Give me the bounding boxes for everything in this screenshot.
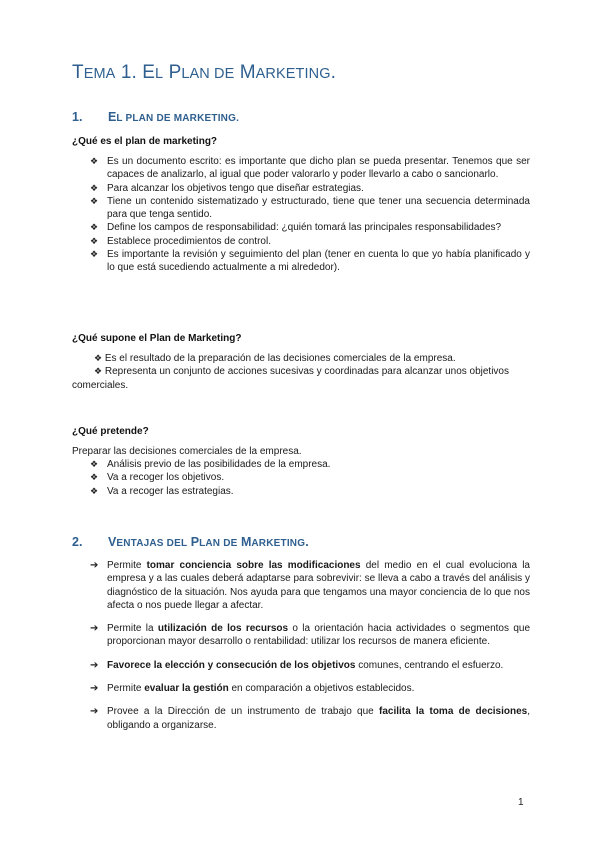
section-number: 2. [72,535,83,549]
text-run: Permite [107,560,147,571]
list-item [90,235,530,248]
title-part: LAN DE [181,66,235,82]
arrow-bullet-icon: ➔ [90,683,99,695]
section-title-part: ARKETING [251,538,306,549]
diamond-bullet-icon: ❖ [94,353,103,363]
list-item-text: Establece procedimientos de control. [107,235,271,247]
text-run: Permite [107,683,145,695]
arrow-bullet-icon: ➔ [90,659,99,671]
arrow-bullet-icon: ➔ [90,706,99,718]
list-item-text: Va a recoger las estrategias. [107,485,234,497]
bold-text-run: evaluar la gestión [144,683,229,695]
page-number: 1 [518,797,524,808]
diamond-bullet-icon: ❖ [90,156,99,166]
paragraph-line [72,365,530,392]
diamond-bullet-icon: ❖ [90,459,99,469]
title-part: M [234,62,256,83]
intro-text: Preparar las decisiones comerciales de la empresa. [72,446,302,457]
list-item [90,622,530,649]
title-part: L [155,66,164,82]
section-title-part: E [108,110,117,124]
title-part: ARKETING [255,66,331,82]
text-run: Permite la [107,623,158,635]
section-title-part: M [237,535,252,549]
list-item-text: Para alcanzar los objetivos tengo que diseñar estrategias. [107,182,364,194]
paragraph-text: Es el resultado de la preparación de las decisiones comerciales de la empresa. [104,353,456,364]
diamond-bullet-icon: ❖ [90,235,99,246]
diamond-bullet-icon: ❖ [90,472,99,483]
bold-text-run: Favorece la elección y consecución de los objetivos [107,659,356,671]
list-item [90,221,530,234]
list-item [90,182,530,195]
section-heading-2 [72,535,309,549]
list-item [90,471,530,484]
title-part: 1. E [115,62,156,83]
bullet-list-definition [90,155,530,275]
title-part: P [163,62,182,83]
arrow-list-advantages [90,559,530,742]
paragraph-text: Representa un conjunto de acciones sucesivas y coordinadas para alcanzar unos objetivos comerciales. [72,366,509,391]
text-run: Provee a la Dirección de un instrumento de trabajo que [107,706,379,718]
page-title [72,62,336,84]
list-item-text: Es importante la revisión y seguimiento del plan (tener en cuenta lo que yo había planificado y lo que está sucediendo actualmente a mi alrededor). [107,249,530,274]
section-title-part: . [305,535,309,549]
diamond-bullet-icon: ❖ [90,485,99,496]
diamond-bullet-icon: ❖ [90,195,99,206]
text-run: del medio en el cual evoluciona la empresa y a las cuales deberá adaptarse para sobrevivir: se lleva a cabo a través del análisis y diagnóstico de la situación. Nos ayuda para que tengamos una mayor conciencia de lo que nos afecta o nos puede llegar a afectar. [107,560,530,611]
arrow-bullet-icon: ➔ [90,623,99,635]
list-item-text: Tiene un contenido sistematizado y estructurado, tiene que tener una secuencia determinada para que tenga sentido. [107,195,530,221]
paragraph-supone [72,352,530,392]
list-item-text: Va a recoger los objetivos. [107,472,225,484]
bold-text-run: utilización de los recursos [157,623,289,635]
section-title-part: P [187,535,200,549]
section-title-part: V [108,535,117,549]
diamond-bullet-icon: ❖ [90,249,99,260]
list-item [90,458,530,471]
section-title-part: LAN DE [199,538,238,549]
bold-text-run: tomar conciencia sobre las modificaciones [146,560,361,571]
title-part: T [72,62,84,83]
question-heading: ¿Qué pretende? [72,426,149,437]
list-item-text: Es un documento escrito: es importante que dicho plan se pueda presentar. Tenemos que ser capaces de analizarlo, al igual que poder valorarlo y poder llevarlo a cabo o sancionarlo. [107,156,530,181]
title-part: EMA [83,66,116,82]
list-item [90,705,530,732]
list-item [90,248,530,275]
text-run: comunes, centrando el esfuerzo. [355,659,504,671]
bold-text-run: facilita la toma de decisiones [378,706,528,718]
section-heading-1 [72,110,239,124]
list-item [90,485,530,498]
title-part: . [330,62,336,83]
list-item [90,682,530,695]
list-item [90,155,530,182]
text-run: en comparación a objetivos establecidos. [228,683,415,695]
diamond-bullet-icon: ❖ [94,366,103,377]
section-title-part: L PLAN DE MARKETING. [116,113,240,124]
section-title-part: ENTAJAS DEL [116,538,188,549]
list-item-text: Análisis previo de las posibilidades de la empresa. [107,459,331,470]
question-heading: ¿Qué es el plan de marketing? [72,136,218,147]
text-run: o la orientación hacia actividades o segmentos que proporcionan mayor desarrollo o rentabilidad: utilizar los recursos de manera eficiente. [107,623,531,648]
arrow-bullet-icon: ➔ [90,560,99,571]
list-item-text: Define los campos de responsabilidad: ¿quién tomará las principales responsabilidades? [107,222,502,234]
diamond-bullet-icon: ❖ [90,182,99,193]
list-item [90,659,530,672]
list-item [90,559,530,612]
paragraph-line [72,352,530,365]
section-number: 1. [72,110,83,124]
text-run: , obligando a organizarse. [107,706,530,731]
list-item [90,195,530,222]
question-heading: ¿Qué supone el Plan de Marketing? [72,333,242,344]
bullet-list-pretende [90,458,530,498]
diamond-bullet-icon: ❖ [90,222,99,233]
